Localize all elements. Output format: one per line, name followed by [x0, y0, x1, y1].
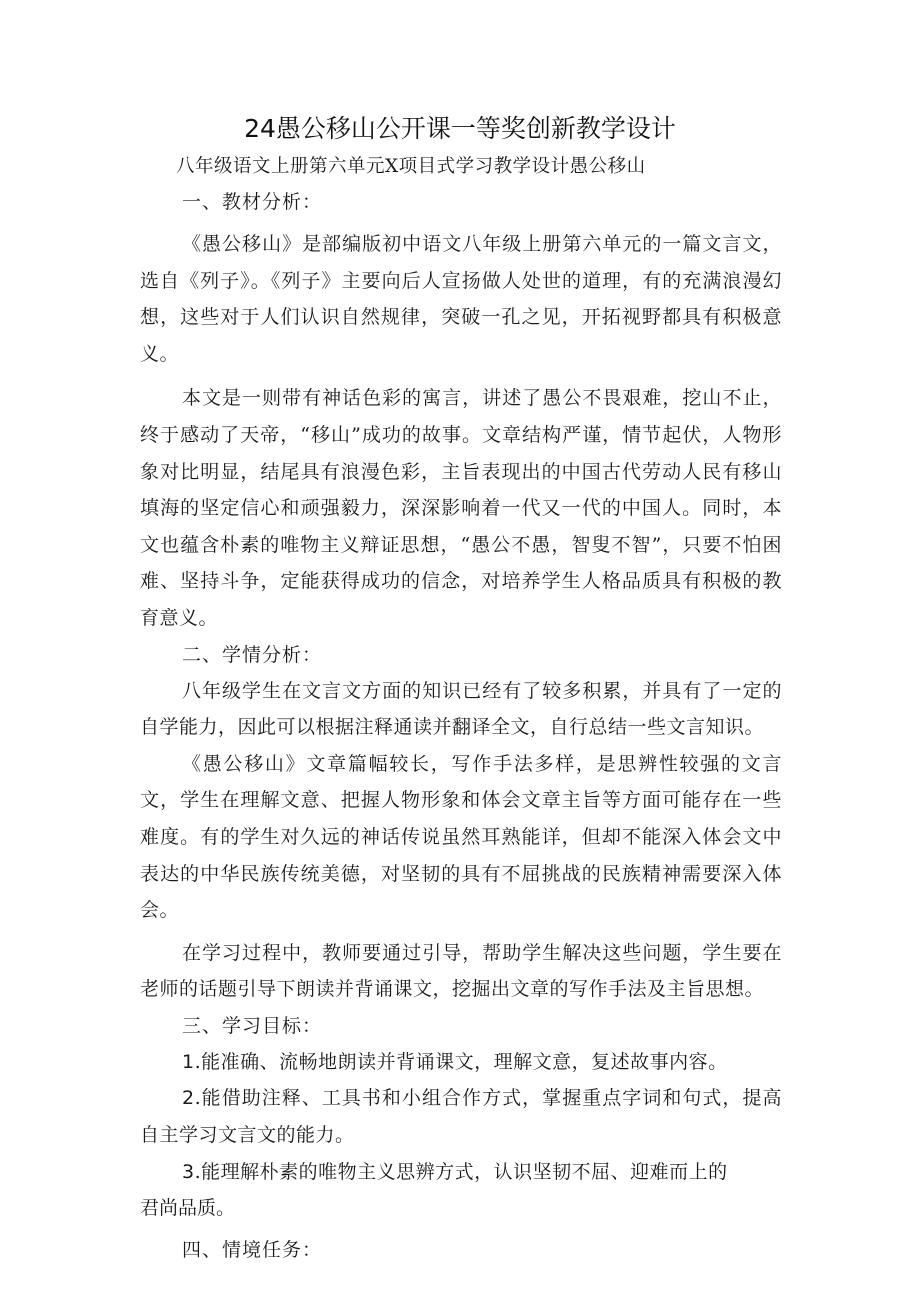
- document-subtitle: 八年级语文上册第六单元X项目式学习教学设计愚公移山: [176, 156, 646, 177]
- goal-number: 2: [182, 1087, 195, 1110]
- goal-text: .能理解朴素的唯物主义思辨方式，认识坚韧不屈、迎难而上的: [194, 1160, 728, 1183]
- document-body: [140, 150, 782, 1268]
- paragraph-student-analysis-3: 在学习过程中，教师要通过引导，帮助学生解决这些问题，学生要在老师的话题引导下朗读并背诵课文，挖掘出文章的写作手法及主旨思想。: [140, 941, 782, 1001]
- page-title: 24愚公移山公开课一等奖创新教学设计: [244, 114, 676, 143]
- goal-number: 1: [182, 1050, 195, 1073]
- paragraph-student-analysis-1: 八年级学生在文言文方面的知识已经有了较多积累，并具有了一定的自学能力，因此可以根据注释通读并翻译全文，自行总结一些文言知识。: [140, 679, 782, 739]
- goal-number: 3: [182, 1160, 195, 1183]
- section-heading-situational-tasks: 四、情境任务：: [182, 1239, 323, 1262]
- goal-item-2: [140, 1080, 782, 1153]
- goal-text: .能准确、流畅地朗读并背诵课文，理解文意，复述故事内容。: [194, 1050, 728, 1073]
- goal-item-1: [140, 1044, 782, 1081]
- section-heading-learning-goals: 三、学习目标：: [182, 1014, 323, 1037]
- paragraph-textbook-analysis-1: 《愚公移山》是部编版初中语文八年级上册第六单元的一篇文言文，选自《列子》。《列子》主要向后人宣扬做人处世的道理，有的充满浪漫幻想，这些对于人们认识自然规律，突破一孔之见，开拓视野都具有积极意义。: [140, 233, 782, 365]
- paragraph-student-analysis-2: 《愚公移山》文章篇幅较长，写作手法多样，是思辨性较强的文言文，学生在理解文意、把握人物形象和体会文章主旨等方面可能存在一些难度。有的学生对久远的神话传说虽然耳熟能详，但却不能深入体会文中表达的中华民族传统美德，对坚韧的具有不屈挑战的民族精神需要深入体会。: [140, 752, 782, 922]
- goal-item-3-continuation: 君尚品质。: [140, 1197, 236, 1220]
- paragraph-textbook-analysis-2: 本文是一则带有神话色彩的寓言，讲述了愚公不畏艰难，挖山不止，终于感动了天帝，“移山”成功的故事。文章结构严谨，情节起伏，人物形象对比明显，结尾具有浪漫色彩，主旨表现出的中国古代劳动人民有移山填海的坚定信心和顽强毅力，深深影响着一代又一代的中国人。同时，本文也蕴含朴素的唯物主义辩证思想，“愚公不愚，智叟不智”，只要不怕困难、坚持斗争，定能获得成功的信念，对培养学生人格品质具有积极的教育意义。: [140, 387, 782, 629]
- section-heading-textbook-analysis: 一、教材分析：: [182, 191, 323, 213]
- goal-item-3: [140, 1154, 782, 1191]
- section-heading-student-analysis: 二、学情分析：: [182, 643, 323, 666]
- goal-text: .能借助注释、工具书和小组合作方式，掌握重点字词和句式，提高自主学习文言文的能力。: [140, 1087, 782, 1147]
